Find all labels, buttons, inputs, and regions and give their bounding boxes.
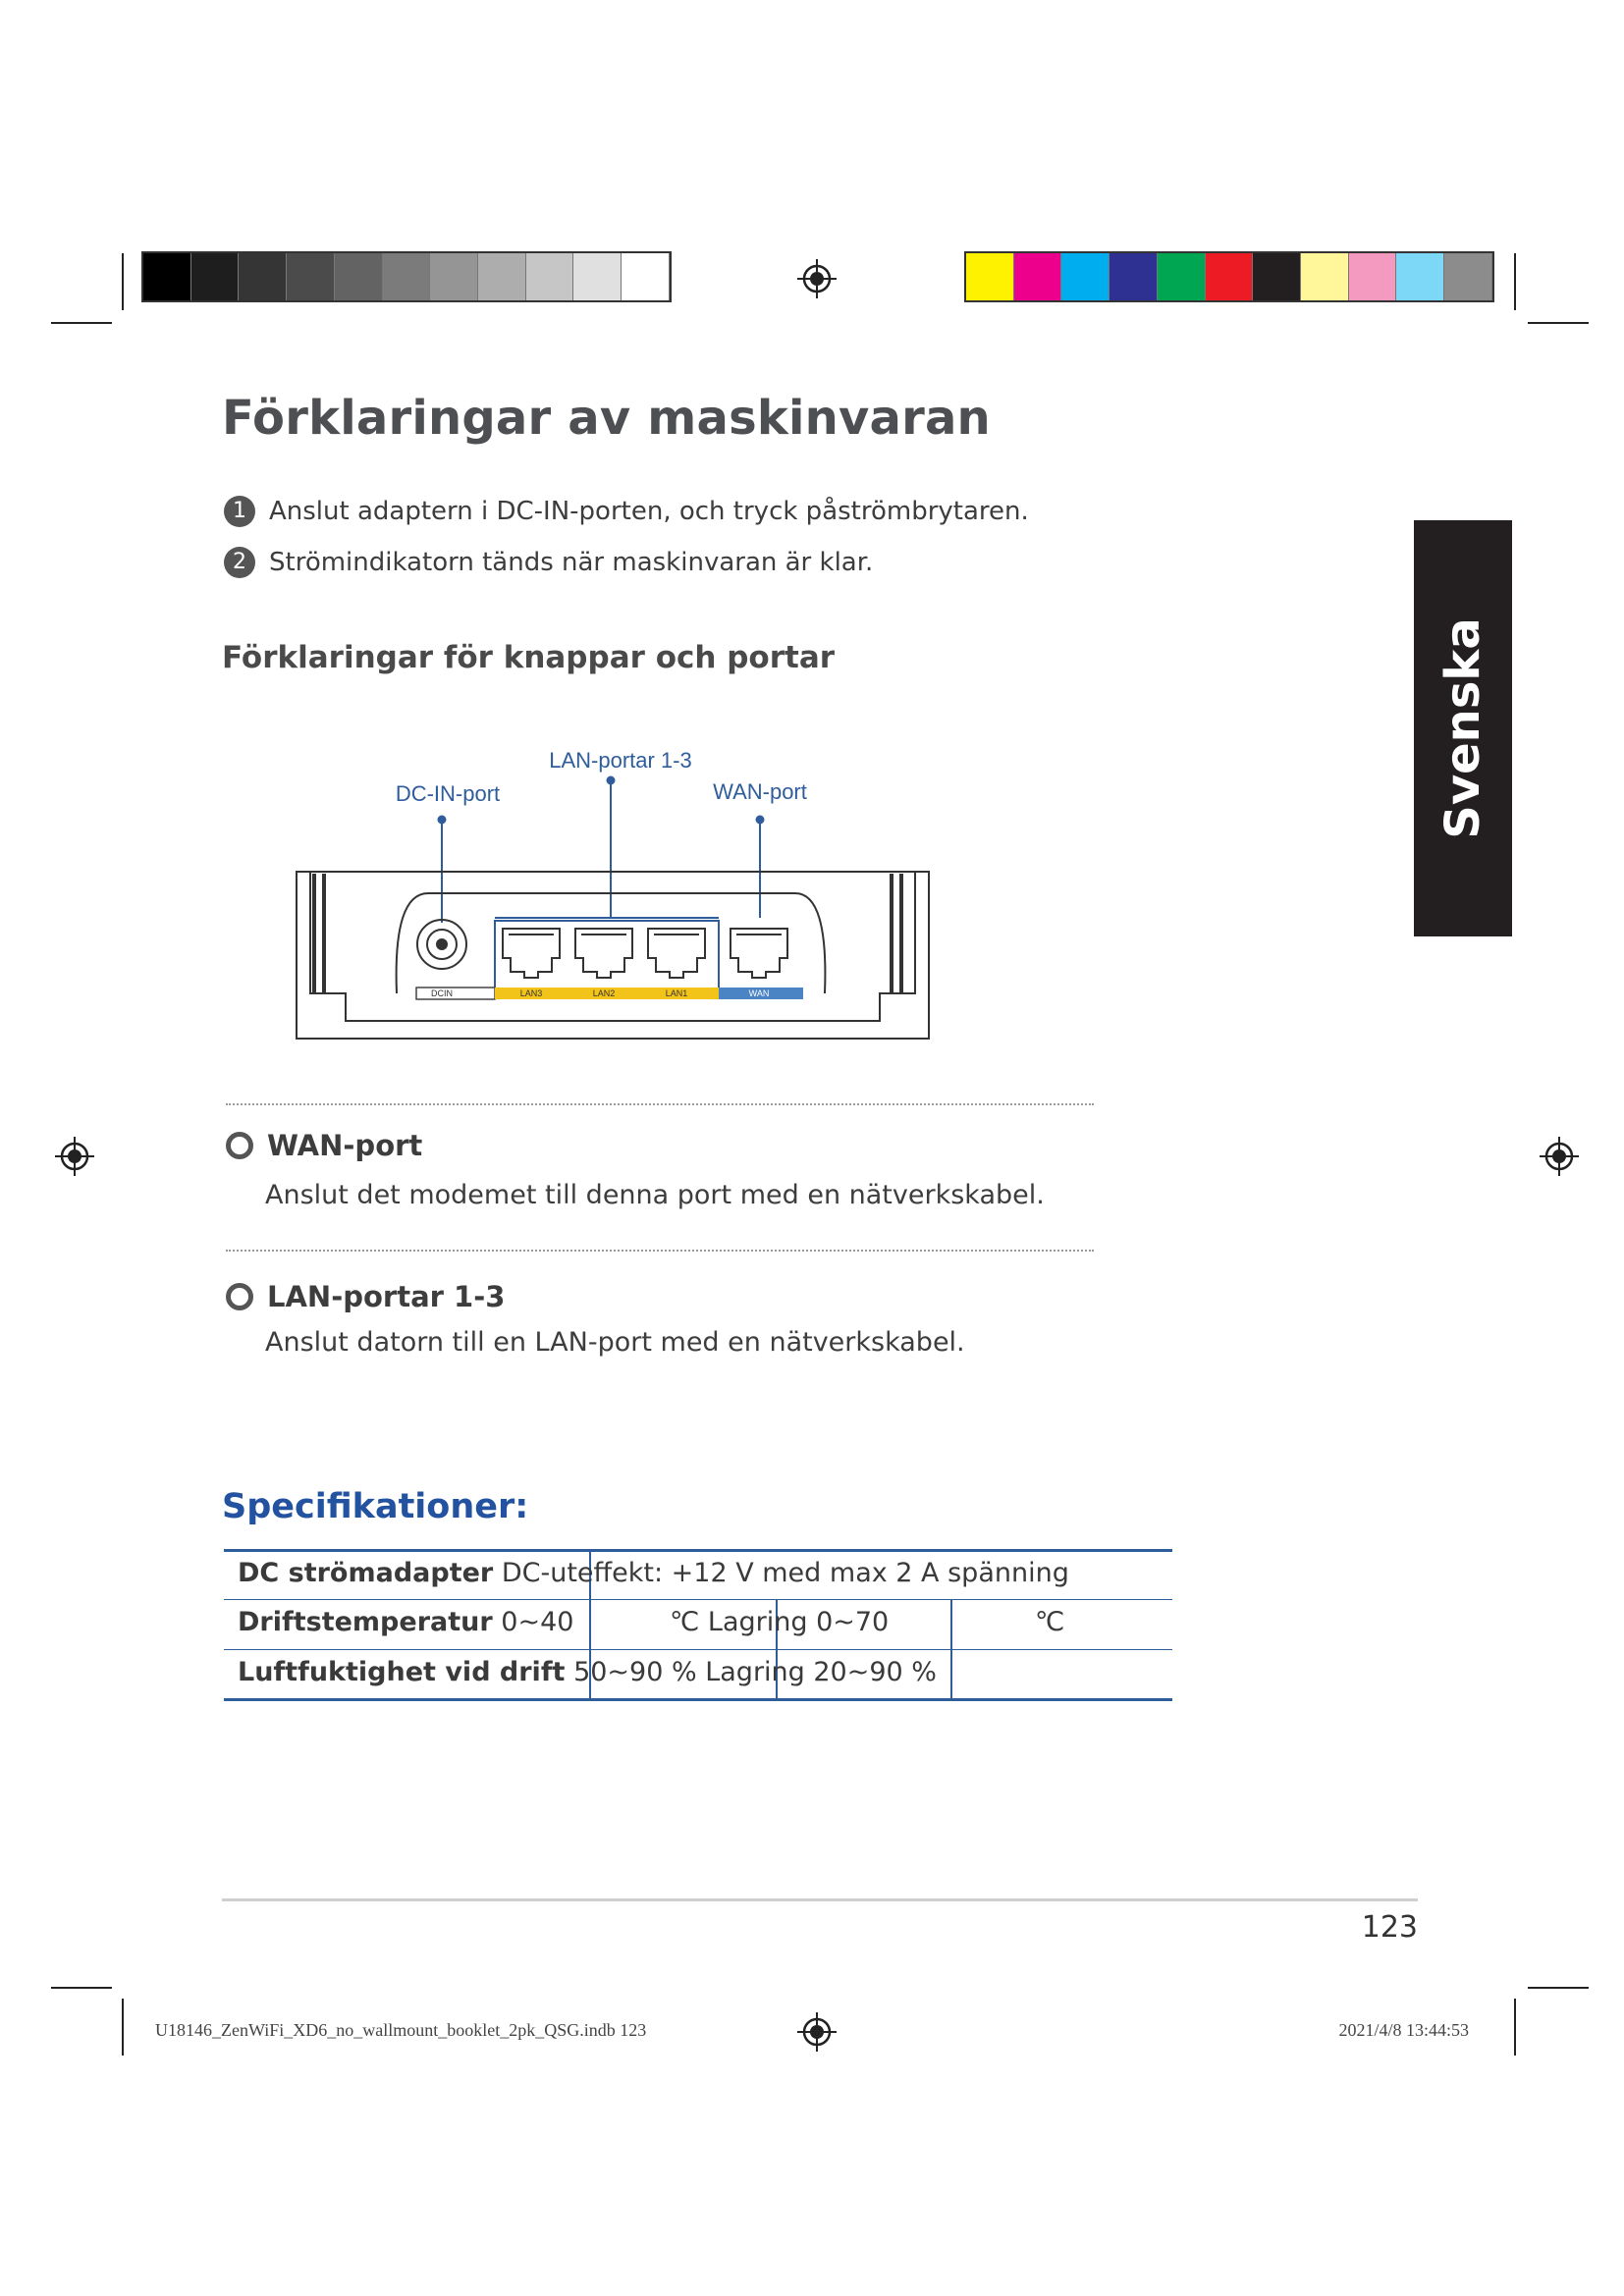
file-slug: U18146_ZenWiFi_XD6_no_wallmount_booklet_2pk_QSG.indb 123 — [155, 2020, 647, 2040]
process-color-swatch — [1349, 253, 1397, 300]
process-color-swatch — [1301, 253, 1349, 300]
wan-port-heading — [226, 1129, 422, 1162]
page-number: 123 — [1361, 1910, 1418, 1945]
divider — [226, 1103, 1094, 1105]
port-label-dcin: DCIN — [431, 988, 453, 998]
gray-swatch — [383, 253, 431, 300]
process-color-swatch — [1396, 253, 1444, 300]
divider — [226, 1250, 1094, 1252]
language-tab — [1414, 520, 1512, 936]
ethernet-port-lan3-icon — [503, 929, 560, 978]
spec-label: Luftfuktighet vid drift — [238, 1657, 566, 1687]
step-number: 2 — [224, 547, 255, 578]
crop-mark — [51, 322, 112, 324]
ethernet-port-lan2-icon — [575, 929, 632, 978]
page-title: Förklaringar av maskinvaran — [222, 391, 991, 446]
dcin-jack-icon — [417, 920, 466, 969]
gray-swatch — [239, 253, 287, 300]
step-text: Anslut adaptern i DC-IN-porten, och tryck påströmbrytaren. — [269, 497, 1029, 526]
gray-swatch — [622, 253, 670, 300]
bullet-ring-icon — [226, 1132, 253, 1159]
ethernet-port-lan1-icon — [648, 929, 705, 978]
callout-lan-ports: LAN-portar 1-3 — [549, 748, 692, 773]
process-color-swatch — [1444, 253, 1492, 300]
step-1 — [224, 496, 1029, 527]
router-ports-diagram — [291, 736, 933, 1050]
footer-rule — [222, 1898, 1418, 1901]
callout-wan-port: WAN-port — [713, 779, 807, 804]
spec-row-power — [238, 1558, 1069, 1588]
process-color-swatch — [1061, 253, 1110, 300]
spec-unit: ℃ — [1035, 1607, 1065, 1637]
process-color-swatch — [1158, 253, 1206, 300]
spec-label: Driftstemperatur — [238, 1607, 493, 1637]
gray-swatch — [478, 253, 526, 300]
crop-mark — [1514, 253, 1516, 310]
crop-mark — [51, 1987, 112, 1989]
crop-mark — [1514, 1999, 1516, 2056]
spec-row-temperature — [238, 1607, 573, 1637]
spec-value: 50~90 % Lagring 20~90 % — [573, 1657, 937, 1687]
registration-mark-icon — [1538, 1135, 1581, 1178]
crop-mark — [122, 1999, 124, 2056]
registration-mark-icon — [795, 2010, 839, 2054]
process-color-swatch — [966, 253, 1014, 300]
wan-port-description: Anslut det modemet till denna port med en nätverkskabel. — [265, 1180, 1045, 1210]
process-color-swatch — [1253, 253, 1301, 300]
process-color-swatch — [1014, 253, 1062, 300]
process-color-bar — [964, 251, 1494, 302]
lan-ports-heading — [226, 1280, 505, 1313]
gray-swatch — [526, 253, 574, 300]
port-label-lan3: LAN3 — [519, 988, 543, 998]
registration-mark-icon — [53, 1135, 96, 1178]
step-number: 1 — [224, 496, 255, 527]
crop-mark — [1528, 1987, 1589, 1989]
bullet-ring-icon — [226, 1283, 253, 1310]
port-label-lan1: LAN1 — [665, 988, 688, 998]
gray-swatch — [573, 253, 622, 300]
step-2 — [224, 547, 873, 578]
spec-value: DC-uteffekt: +12 V med max 2 A spänning — [501, 1558, 1069, 1588]
spec-value: 0~40 — [501, 1607, 574, 1637]
spec-storage-temp: ℃ Lagring 0~70 — [670, 1607, 890, 1637]
callout-dcin-port: DC-IN-port — [395, 781, 501, 806]
spec-label: DC strömadapter — [238, 1558, 494, 1588]
step-text: Strömindikatorn tänds när maskinvaran är klar. — [269, 548, 874, 577]
gray-swatch — [191, 253, 240, 300]
port-label-wan: WAN — [748, 988, 770, 998]
section-subtitle: Förklaringar för knappar och portar — [222, 640, 836, 675]
lan-ports-description: Anslut datorn till en LAN-port med en nätverkskabel. — [265, 1327, 965, 1358]
language-tab-label: Svenska — [1435, 617, 1490, 839]
spec-title: Specifikationer: — [222, 1487, 529, 1526]
lan-ports-title: LAN-portar 1-3 — [267, 1280, 506, 1313]
registration-mark-icon — [795, 257, 839, 300]
port-label-lan2: LAN2 — [592, 988, 616, 998]
spec-row-humidity — [238, 1657, 937, 1687]
wan-port-title: WAN-port — [267, 1129, 423, 1162]
spec-table — [224, 1549, 1172, 1701]
crop-mark — [122, 253, 124, 310]
gray-swatch — [335, 253, 383, 300]
gray-swatch — [430, 253, 478, 300]
process-color-swatch — [1206, 253, 1254, 300]
print-date: 2021/4/8 13:44:53 — [1338, 2020, 1469, 2040]
gray-swatch — [287, 253, 335, 300]
ethernet-port-wan-icon — [731, 929, 787, 978]
gray-swatch — [143, 253, 191, 300]
crop-mark — [1528, 322, 1589, 324]
process-color-swatch — [1110, 253, 1158, 300]
grayscale-color-bar — [141, 251, 672, 302]
